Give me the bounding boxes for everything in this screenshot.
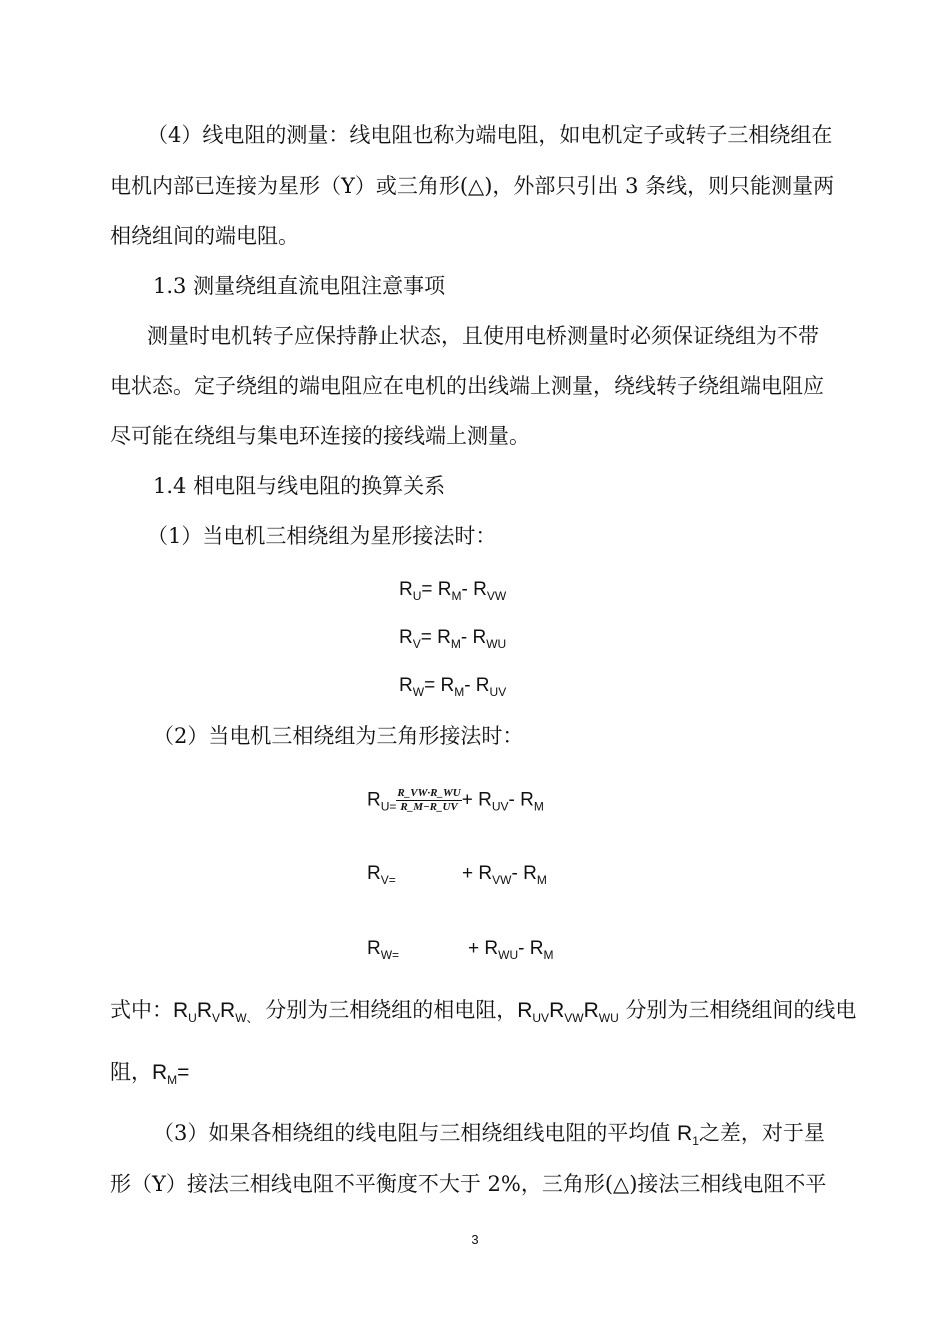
formula-star-rv: $R_V= R_M-$ $R_{WU}$ bbox=[399, 627, 507, 651]
formula-delta-rw: $R_{W=}$ bbox=[367, 938, 400, 962]
paragraph-1-3-line-3: 尽可能在绕组与集电环连接的接线端上测量。 bbox=[110, 424, 530, 448]
formula-star-rw: $R_W= R_M-$ $R_{UV}$ bbox=[399, 675, 507, 699]
section-heading-1-4: 1.4 相电阻与线电阻的换算关系 bbox=[153, 474, 446, 498]
paragraph-1-3-line-2: 电状态。定子绕组的端电阻应在电机的出线端上测量，绕线转子绕组端电阻应 bbox=[110, 374, 824, 398]
where-clause-line-1: 式中：$R_UR_VR_{W、}$ 分别为三相绕组的相电阻，$R_{UV}R_{VW}R_{WU}$ 分别为三相绕组间的线电 bbox=[110, 998, 857, 1025]
star-connection-intro: （1）当电机三相绕组为星形接法时： bbox=[147, 524, 497, 548]
formula-star-ru: $R_U= R_M-$ $R_{VW}$ bbox=[399, 579, 507, 603]
formula-delta-rw-tail: + $R_{WU}-$ $R_M$ bbox=[468, 938, 554, 962]
paragraph-3-line-2: 形（Y）接法三相线电阻不平衡度不大于 2%，三角形(△)接法三相线电阻不平 bbox=[110, 1172, 827, 1196]
formula-delta-rv: $R_{V=}$ bbox=[367, 863, 396, 887]
formula-delta-ru: $R_{U=}$ $\frac{R\_VW\cdot R\_WU}{R\_M-R\_UV}$ + $R_{UV}-$ $R_M$ bbox=[367, 787, 544, 814]
delta-connection-intro: （2）当电机三相绕组为三角形接法时： bbox=[153, 724, 524, 748]
fraction-image: $\frac{R\_VW\cdot R\_WU}{R\_M-R\_UV}$ bbox=[397, 787, 461, 813]
page-number: 3 bbox=[471, 1232, 479, 1247]
where-clause-line-2: 阻，$R_M=$ bbox=[110, 1060, 190, 1087]
paragraph-1-3-line-1: 测量时电机转子应保持静止状态，且使用电桥测量时必须保证绕组为不带 bbox=[147, 324, 819, 348]
formula-delta-rv-tail: + $R_{VW}-$ $R_M$ bbox=[462, 863, 547, 887]
paragraph-3-line-1: （3）如果各相绕组的线电阻与三相绕组线电阻的平均值 $R_1$之差，对于星 bbox=[153, 1121, 825, 1148]
section-heading-1-3: 1.3 测量绕组直流电阻注意事项 bbox=[153, 274, 446, 298]
paragraph-4-line-3: 相绕组间的端电阻。 bbox=[110, 224, 299, 248]
paragraph-4-line-1: （4）线电阻的测量：线电阻也称为端电阻，如电机定子或转子三相绕组在 bbox=[147, 123, 833, 147]
paragraph-4-line-2: 电机内部已连接为星形（Y）或三角形(△)，外部只引出 3 条线，则只能测量两 bbox=[110, 174, 835, 198]
